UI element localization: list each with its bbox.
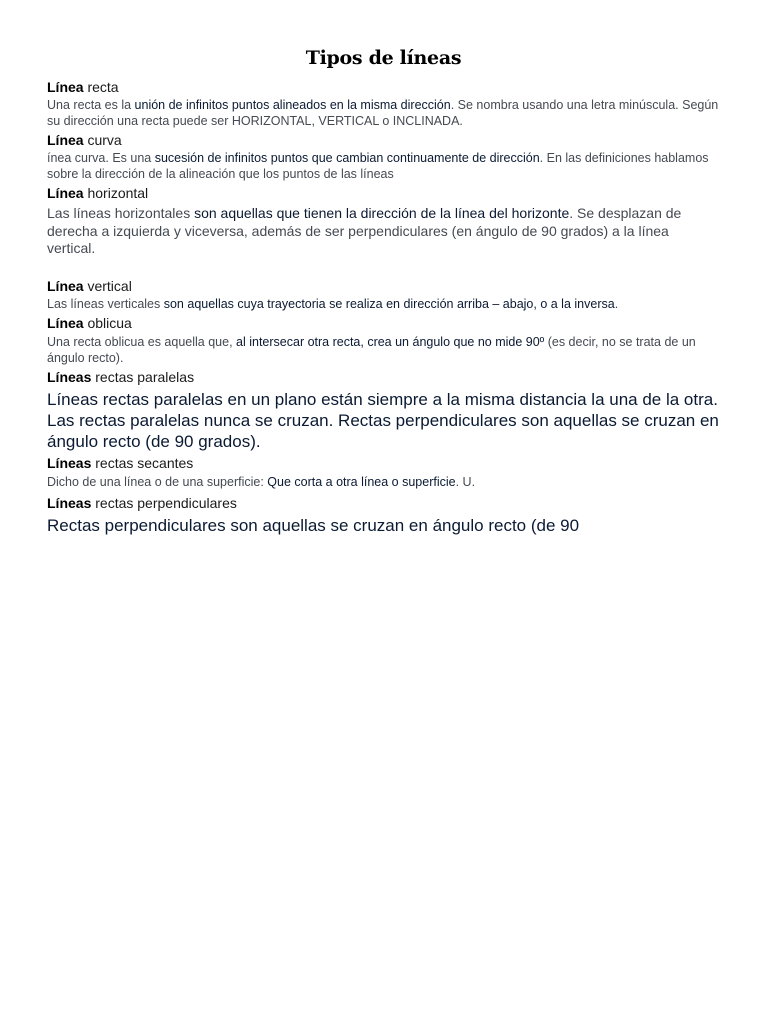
text-part: ínea curva. Es una	[47, 151, 155, 165]
section-heading	[47, 79, 720, 96]
section-text: Rectas perpendiculares son aquellas se cruzan en ángulo recto (de 90	[47, 515, 580, 535]
text-highlight: son aquellas cuya trayectoria se realiza en dirección arriba – abajo, o a la inversa	[163, 296, 615, 311]
text-highlight: unión de infinitos puntos alineados en la misma dirección	[134, 98, 451, 112]
section-text	[47, 98, 720, 129]
heading-rest: rectas perpendiculares	[91, 494, 237, 511]
section-lineas-rectas-secantes	[47, 455, 720, 491]
text-part: Las líneas verticales	[47, 296, 164, 311]
section-text	[47, 335, 720, 366]
section-linea-vertical	[47, 278, 720, 313]
heading-rest: recta	[83, 79, 119, 95]
section-heading	[47, 278, 720, 295]
section-heading	[47, 369, 720, 386]
section-text	[47, 475, 720, 491]
text-highlight: son aquellas que tienen la dirección de la línea del horizonte	[194, 205, 570, 221]
section-linea-recta	[47, 79, 720, 129]
heading-bold: Línea	[47, 277, 84, 294]
section-text	[47, 297, 720, 313]
heading-rest: vertical	[83, 277, 132, 294]
text-part: (es decir, no se trata de un ángulo recto).	[47, 335, 696, 365]
heading-bold: Línea	[47, 185, 84, 201]
text-part: . U.	[455, 475, 476, 489]
text-part: Una recta es la	[47, 98, 135, 112]
text-part: . En las definiciones hablamos sobre la dirección de la alineación que los puntos de las líneas	[47, 151, 709, 181]
heading-bold: Líneas	[47, 369, 92, 385]
text-highlight: al intersecar otra recta, crea un ángulo que no mide 90º	[236, 335, 545, 349]
heading-bold: Línea	[47, 132, 84, 148]
heading-rest: curva	[83, 132, 122, 148]
section-linea-curva	[47, 132, 720, 182]
heading-bold: Líneas	[47, 455, 92, 471]
text-part: . Se desplazan de derecha a izquierda y viceversa, además de ser perpendiculares (en ángulo de 90 grados) a la línea vertical.	[47, 205, 682, 256]
section-heading	[47, 185, 720, 202]
section-heading	[47, 455, 720, 472]
heading-rest: oblicua	[83, 315, 132, 331]
section-heading	[47, 132, 720, 149]
section-lineas-rectas-perpendiculares	[47, 495, 720, 536]
text-highlight: Que corta a otra línea o superficie	[267, 475, 456, 489]
heading-rest: rectas secantes	[91, 455, 194, 471]
section-text: Líneas rectas paralelas en un plano están siempre a la misma distancia la una de la otra. Las rectas paralelas nunca se cruzan. Rectas perpendiculares son aquellas se cruzan en ángulo recto (de 90 grados).	[47, 390, 719, 451]
section-text	[47, 205, 720, 258]
heading-rest: rectas paralelas	[91, 369, 195, 385]
text-part: .	[614, 296, 619, 311]
text-part: Una recta oblicua es aquella que,	[47, 335, 237, 349]
section-lineas-rectas-paralelas	[47, 369, 720, 452]
section-heading	[47, 315, 720, 332]
text-part: . Se nombra usando una letra minúscula. Según su dirección una recta puede ser HORIZONTAL, VERTICAL o INCLINADA.	[47, 98, 719, 128]
heading-bold: Línea	[47, 79, 84, 95]
section-heading	[47, 495, 720, 512]
text-part: Dicho de una línea o de una superficie:	[47, 475, 268, 489]
text-highlight: sucesión de infinitos puntos que cambian continuamente de dirección	[154, 151, 540, 165]
section-text	[47, 151, 720, 182]
page-title: Tipos de líneas	[305, 47, 462, 69]
heading-rest: horizontal	[83, 185, 149, 201]
heading-bold: Líneas	[47, 494, 92, 511]
section-linea-oblicua	[47, 315, 720, 366]
section-linea-horizontal	[47, 185, 720, 258]
heading-bold: Línea	[47, 315, 84, 331]
text-part: Las líneas horizontales	[47, 205, 195, 221]
